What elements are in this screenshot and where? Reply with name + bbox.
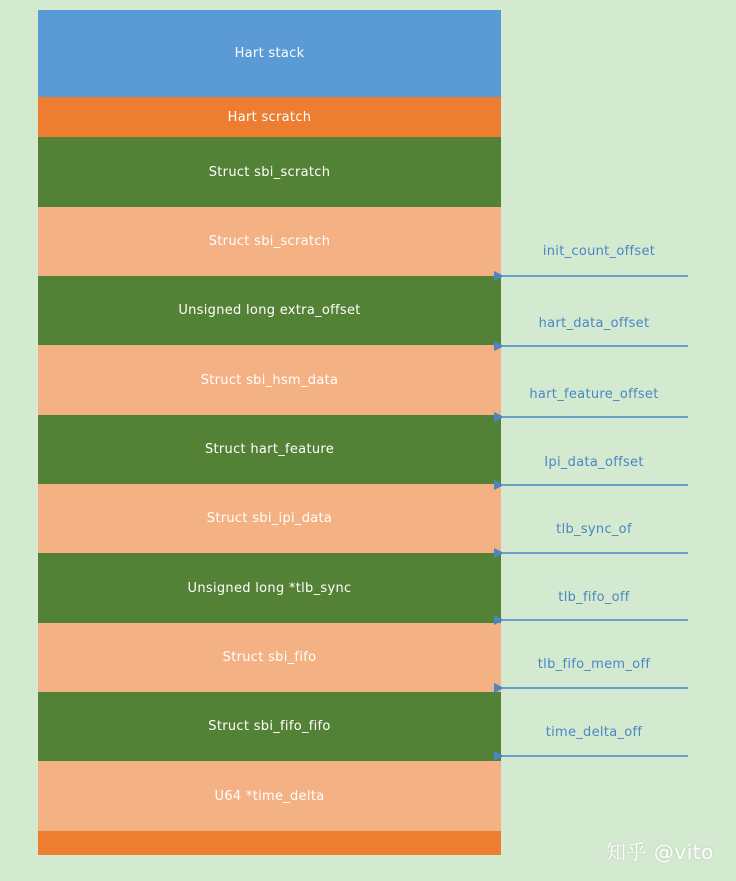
block-sbi-fifo-fifo: Struct sbi_fifo_fifo [38,692,501,761]
label-tlb-fifo-mem-off: tlb_fifo_mem_off [537,657,651,672]
label-init-count-offset: init_count_offset [542,244,656,259]
block-sbi-fifo: Struct sbi_fifo [38,623,501,692]
label-tlb-fifo-off: tlb_fifo_off [558,590,630,605]
block-struct-sbi-scratch-2: Struct sbi_scratch [38,207,501,276]
block-hart-stack: Hart stack [38,10,501,97]
label-hart-data-offset: hart_data_offset [538,316,650,331]
label-hart-feature-offset: hart_feature_offset [529,387,659,402]
block-tlb-sync: Unsigned long *tlb_sync [38,553,501,623]
block-sbi-hsm-data: Struct sbi_hsm_data [38,345,501,415]
label-time-delta-off: time_delta_off [545,725,643,740]
block-sbi-ipi-data: Struct sbi_ipi_data [38,484,501,553]
block-struct-sbi-scratch: Struct sbi_scratch [38,137,501,207]
watermark: 知乎 @vito [606,840,714,864]
block-extra-offset: Unsigned long extra_offset [38,276,501,345]
block-hart-scratch: Hart scratch [38,97,501,137]
block-time-delta: U64 *time_delta [38,761,501,831]
label-tlb-sync-of: tlb_sync_of [556,522,632,537]
label-ipi-data-offset: Ipi_data_offset [544,455,644,470]
block-hart-feature: Struct hart_feature [38,415,501,484]
